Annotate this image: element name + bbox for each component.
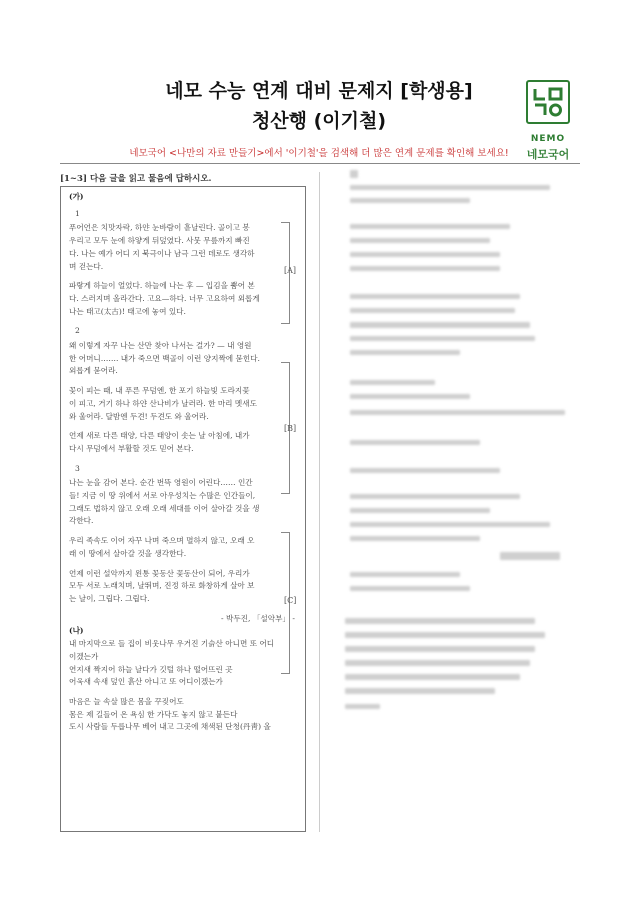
text-line: 마음은 늘 속살 많은 몸을 꾸짖어도 xyxy=(69,696,184,706)
passage-source: - 박두진, 「설악부」 - xyxy=(221,613,295,623)
column-divider xyxy=(319,172,320,832)
text-line: 꽃이 피는 때, 내 푸른 무덤엔, 한 포기 하늘빛 도라지꽃 xyxy=(69,386,250,396)
paragraph xyxy=(69,477,297,528)
text-line: 연지새 짝지어 하늘 날다가 깃털 하나 떨어뜨린 곳 xyxy=(69,664,233,674)
logo-mark-icon xyxy=(526,80,570,124)
text-line: 우리 족속도 이어 자꾸 나며 죽으며 멸하지 않고, 오래 오 xyxy=(69,536,255,546)
bracket-b-label: [B] xyxy=(284,424,297,433)
text-line: 그래도 법하지 않고 오래 오래 세대를 이어 살아갈 것을 생 xyxy=(69,503,260,513)
text-line: 왜 이렇게 자꾸 나는 산만 찾아 나서는 걸가? — 내 영원 xyxy=(69,341,252,351)
question-instruction: [1~3] 다음 글을 읽고 물음에 답하시오. xyxy=(60,174,212,184)
text-line: 도시 사람들 두릅나무 베어 내고 그곳에 채색된 단청(丹靑) 올 xyxy=(69,722,271,732)
text-line: 다. 나는 예가 어디 지 북극이나 남극 그런 데로도 생각하 xyxy=(69,248,255,258)
text-line: 언제 이런 설악까지 왼통 꽃동산 꽃동산이 되어, 우리가 xyxy=(69,568,250,578)
text-line: 각한다. xyxy=(69,516,94,526)
text-line: 나는 눈을 감어 본다. 순간 번뜩 영원이 어린다…… 인간 xyxy=(69,478,253,488)
text-line: 내 마지막으로 들 집이 비웃나무 우거진 기슭산 아니면 또 어디 xyxy=(69,639,275,649)
text-line: 모두 서로 노래치며, 날뛰며, 진정 하로 화창하게 살아 보 xyxy=(69,581,255,591)
section-number: 3 xyxy=(75,463,80,473)
text-line: 파랗게 하늘이 얼었다. 하늘에 나는 후 — 입김을 뿜어 본 xyxy=(69,281,255,291)
paragraph xyxy=(69,280,297,318)
text-line: 다. 스러지며 올라간다. 고요—하다. 너무 고요하여 외롭게 xyxy=(69,293,260,303)
text-line: 외롭게 묻어라. xyxy=(69,366,118,376)
page-title: 네모 수능 연계 대비 문제지 [학생용] xyxy=(165,80,473,102)
text-line: 들! 지금 이 땅 위에서 서로 아우성치는 수많은 인간들이, xyxy=(69,491,256,501)
notice-banner: 네모국어 <나만의 자료 만들기>에서 '이기철'을 검색해 더 많은 연계 문제를 확인해 보세요! xyxy=(129,148,509,159)
section-number: 2 xyxy=(75,326,80,336)
text-line: 래 이 땅에서 살아갈 것을 생각한다. xyxy=(69,548,187,558)
text-line: 우리고 모두 눈에 하얗게 뒤덮였다. 사뭇 무릎까지 빠진 xyxy=(69,236,250,246)
bracket-a-label: [A] xyxy=(284,266,297,275)
paragraph xyxy=(69,430,297,455)
paragraph xyxy=(69,535,297,560)
text-line: 나는 태고(太古)! 태고에 놓여 있다. xyxy=(69,306,186,316)
paragraph xyxy=(69,568,297,606)
text-line: 다시 무덤에서 부활할 것도 믿어 본다. xyxy=(69,443,194,453)
paragraph xyxy=(69,638,297,689)
text-line: 한 어머니……. 내가 죽으면 백골이 이런 양지짝에 묻힌다. xyxy=(69,353,260,363)
text-line: 며 걷는다. xyxy=(69,261,104,271)
header-divider xyxy=(60,163,580,164)
bracket-c-label: [C] xyxy=(284,596,297,605)
passage-label-ga: (가) xyxy=(69,192,84,201)
paragraph xyxy=(69,340,297,378)
text-line: 언제 새로 다른 태양, 다른 태양이 솟는 날 아침에, 내가 xyxy=(69,431,250,441)
section-number: 1 xyxy=(75,208,80,218)
page-subtitle: 청산행 (이기철) xyxy=(251,110,387,132)
passage-box xyxy=(60,186,306,832)
text-line: 이 피고, 거기 하나 하얀 산나비가 날러라. 한 마리 멧새도 xyxy=(69,398,257,408)
paragraph xyxy=(69,696,297,734)
text-line: 와 울어라. 달밤엔 두견! 두견도 와 울어라. xyxy=(69,411,209,421)
text-line: 몸은 제 길들어 온 욕심 한 가닥도 놓지 않고 붙든다 xyxy=(69,709,238,719)
paragraph xyxy=(69,222,297,273)
text-line: 푸어언은 치맛자락, 하얀 눈바람이 흩날린다. 골이고 봉 xyxy=(69,223,250,233)
passage-label-na: (나) xyxy=(69,626,84,636)
text-line: 는 날이, 그립다. 그립다. xyxy=(69,593,150,603)
paragraph xyxy=(69,385,297,423)
logo-text-en: NEMO xyxy=(530,134,566,144)
text-line: 이겠는가 xyxy=(69,651,99,661)
text-line: 어욱새 속새 덮인 흙산 아니고 또 어디이겠는가 xyxy=(69,677,223,687)
logo-text-ko: 네모국어 xyxy=(526,148,570,161)
